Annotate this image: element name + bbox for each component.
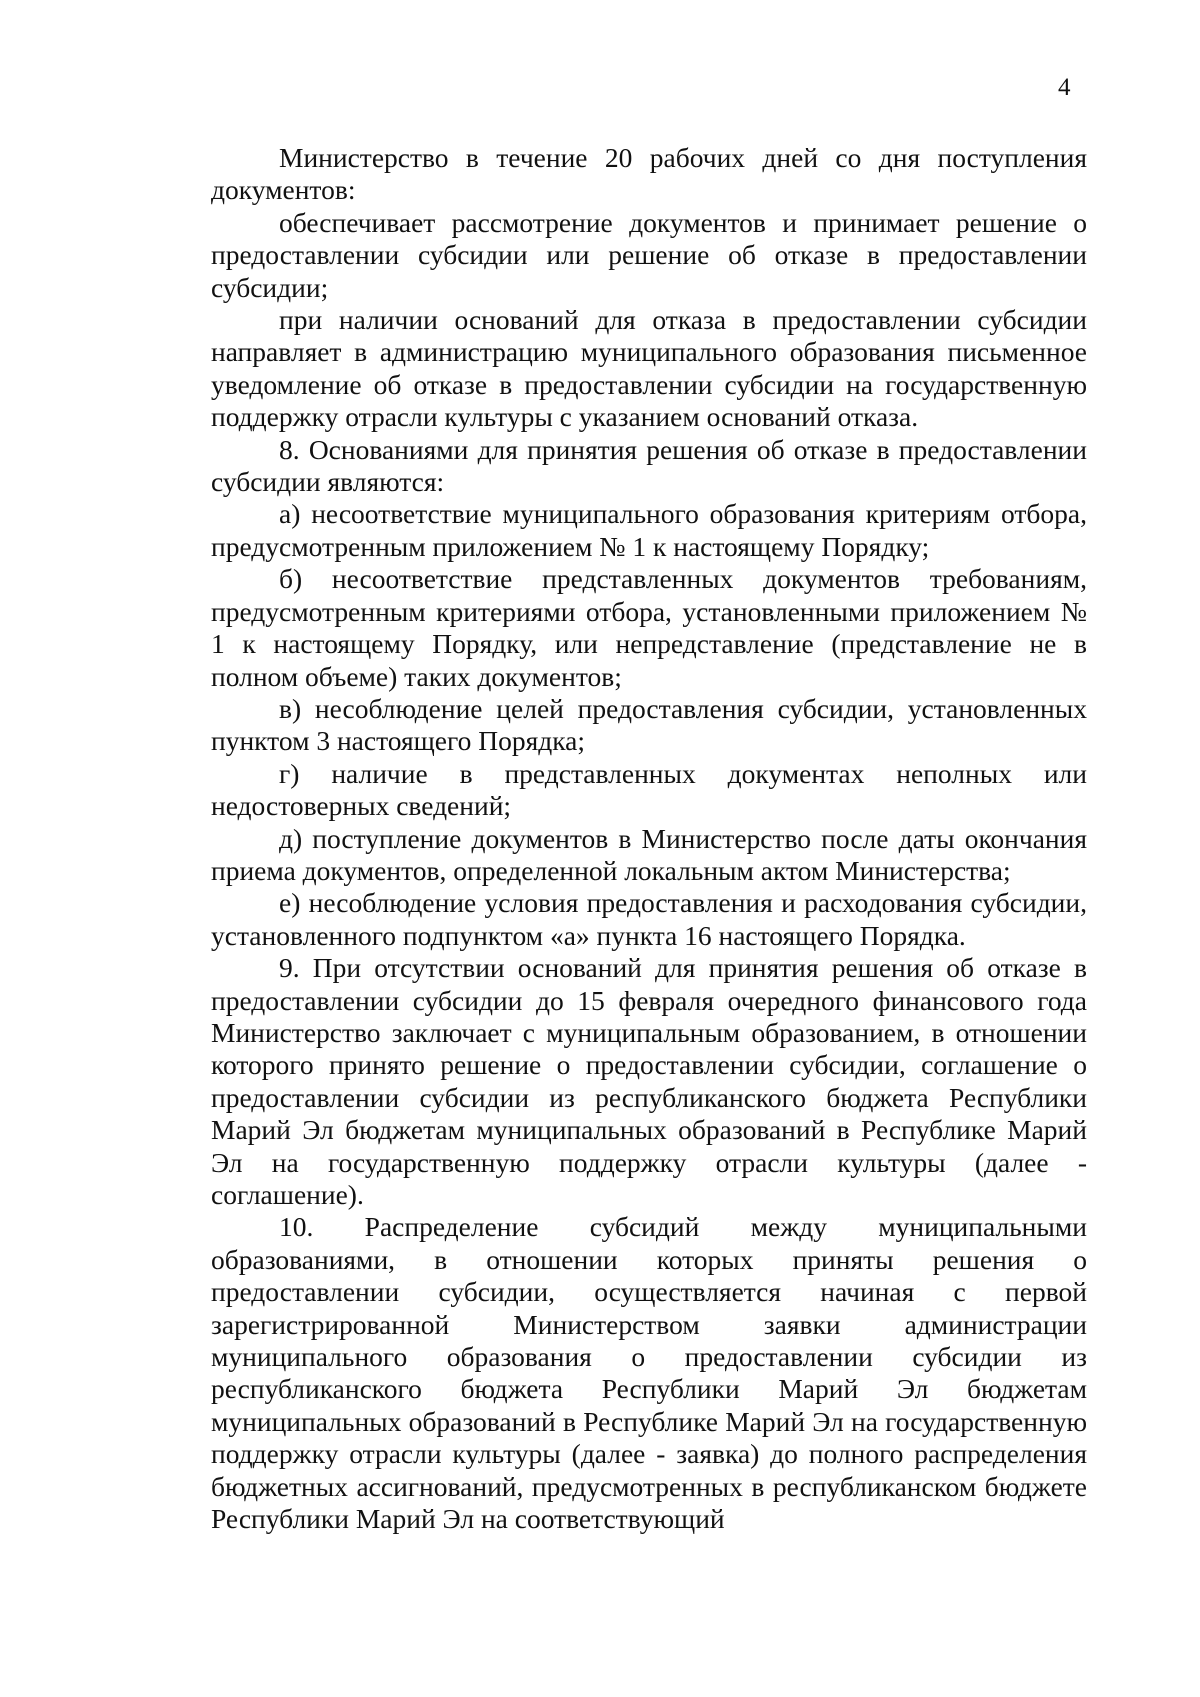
paragraph-notification: при наличии оснований для отказа в предоставлении субсидии направляет в администрацию муниципального образования письменное уведомление об отказе в предоставлении субсидии на государственную поддержку отрасли культуры с указанием оснований отказа.: [211, 304, 1087, 433]
paragraph-item-8d: д) поступление документов в Министерство после даты окончания приема документов, определенной локальным актом Министерства;: [211, 822, 1087, 886]
paragraph-item-8a: а) несоответствие муниципального образования критериям отбора, предусмотренным приложением № 1 к настоящему Порядку;: [211, 498, 1087, 562]
paragraph-item-8v: в) несоблюдение целей предоставления субсидии, установленных пунктом 3 настоящего Порядка;: [211, 692, 1087, 757]
paragraph-item-9: 9. При отсутствии оснований для принятия решения об отказе в предоставлении субсидии до 15 февраля очередного финансового года Министерство заключает с муниципальным образованием, в отношении которого принято решение о предоставлении субсидии, соглашение о предоставлении субсидии из республиканского бюджета Республики Марий Эл бюджетам муниципальных образований в Республике Марий Эл на государственную поддержку отрасли культуры (далее - соглашение).: [211, 952, 1087, 1210]
page-number: 4: [1058, 74, 1071, 101]
paragraph-item-10: 10. Распределение субсидий между муниципальными образованиями, в отношении которых приняты решения о предоставлении субсидии, осуществляется начиная с первой зарегистрированной Министерством заявки администрации муниципального образования о предоставлении субсидии из республиканского бюджета Республики Марий Эл бюджетам муниципальных образований в Республике Марий Эл на государственную поддержку отрасли культуры (далее - заявка) до полного распределения бюджетных ассигнований, предусмотренных в республиканском бюджете Республики Марий Эл на соответствующий: [211, 1211, 1087, 1535]
paragraph-review: обеспечивает рассмотрение документов и принимает решение о предоставлении субсидии или решение об отказе в предоставлении субсидии;: [211, 206, 1087, 303]
document-body: [211, 142, 1087, 1535]
paragraph-item-8g: г) наличие в представленных документах неполных или недостоверных сведений;: [211, 757, 1087, 822]
paragraph-item-8: 8. Основаниями для принятия решения об отказе в предоставлении субсидии являются:: [211, 433, 1087, 498]
paragraph-item-8b: б) несоответствие представленных документов требованиям, предусмотренным критериями отбора, установленными приложением № 1 к настоящему Порядку, или непредставление (представление не в полном объеме) таких документов;: [211, 563, 1087, 692]
paragraph-intro: Министерство в течение 20 рабочих дней со дня поступления документов:: [211, 142, 1087, 206]
paragraph-item-8e: е) несоблюдение условия предоставления и расходования субсидии, установленного подпунктом «а» пункта 16 настоящего Порядка.: [211, 887, 1087, 951]
